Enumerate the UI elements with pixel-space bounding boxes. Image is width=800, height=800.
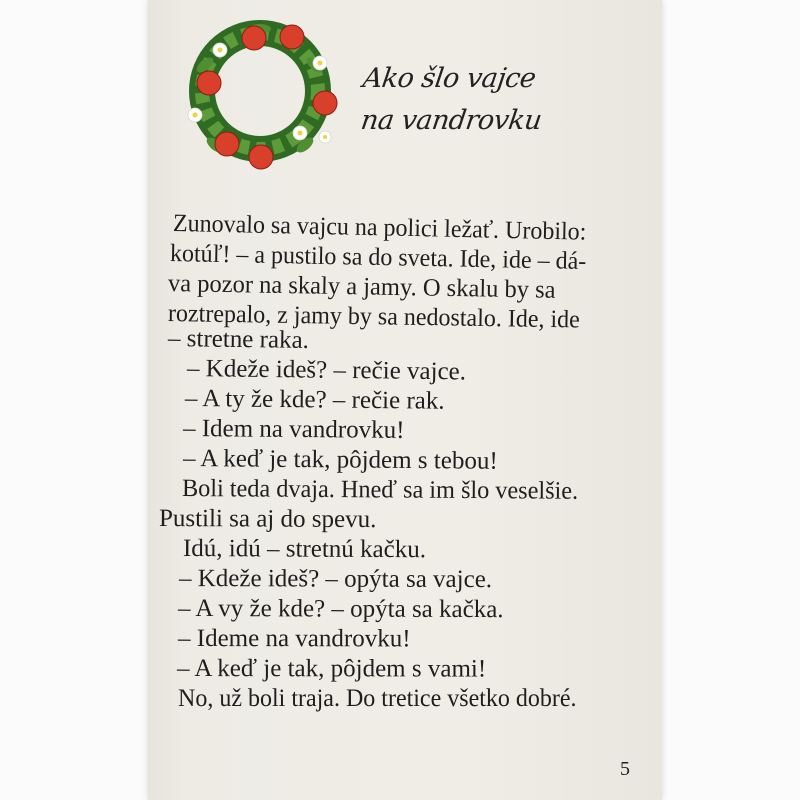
story-line-4: roztrepalo, z jamy by sa nedostalo. Ide, ide [167,300,581,334]
story-line-2: kotúľ! – a pustilo sa do sveta. Ide, ide – dá- [169,240,587,275]
story-line-13: – Kdeže ideš? – opýta sa vajce. [178,565,493,594]
story-line-17: No, už boli traja. Do tretice všetko dobré. [178,685,577,712]
story-title [354,58,550,142]
page-number: 5 [620,758,630,780]
story-line-16: – A keď je tak, pôjdem s vami! [176,655,487,683]
story-line-10: Boli teda dvaja. Hneď sa im šlo veselšie. [181,475,579,505]
story-line-3: va pozor na skaly a jamy. O skalu by sa [167,270,556,304]
story-line-12: Idú, idú – stretnú kačku. [182,535,427,564]
title-line-1: Ako šlo vajce [360,63,538,94]
strawberry-wreath-icon [175,5,345,177]
story-line-15: – Ideme na vandrovku! [177,625,411,653]
title-line-2: na vandrovku [358,105,544,136]
story-line-5: – stretne raka. [167,325,310,354]
story-line-7: – A ty že kde? – rečie rak. [184,385,445,415]
story-line-8: – Idem na vandrovku! [182,415,405,444]
story-line-1: Zunovalo sa vajcu na polici ležať. Urobilo: [172,210,587,246]
story-line-11: Pustili sa aj do spevu. [158,505,377,534]
story-line-14: – A vy že kde? – opýta sa kačka. [177,595,504,624]
story-line-9: – A keď je tak, pôjdem s tebou! [182,445,498,475]
story-line-6: – Kdeže ideš? – rečie vajce. [186,355,467,386]
